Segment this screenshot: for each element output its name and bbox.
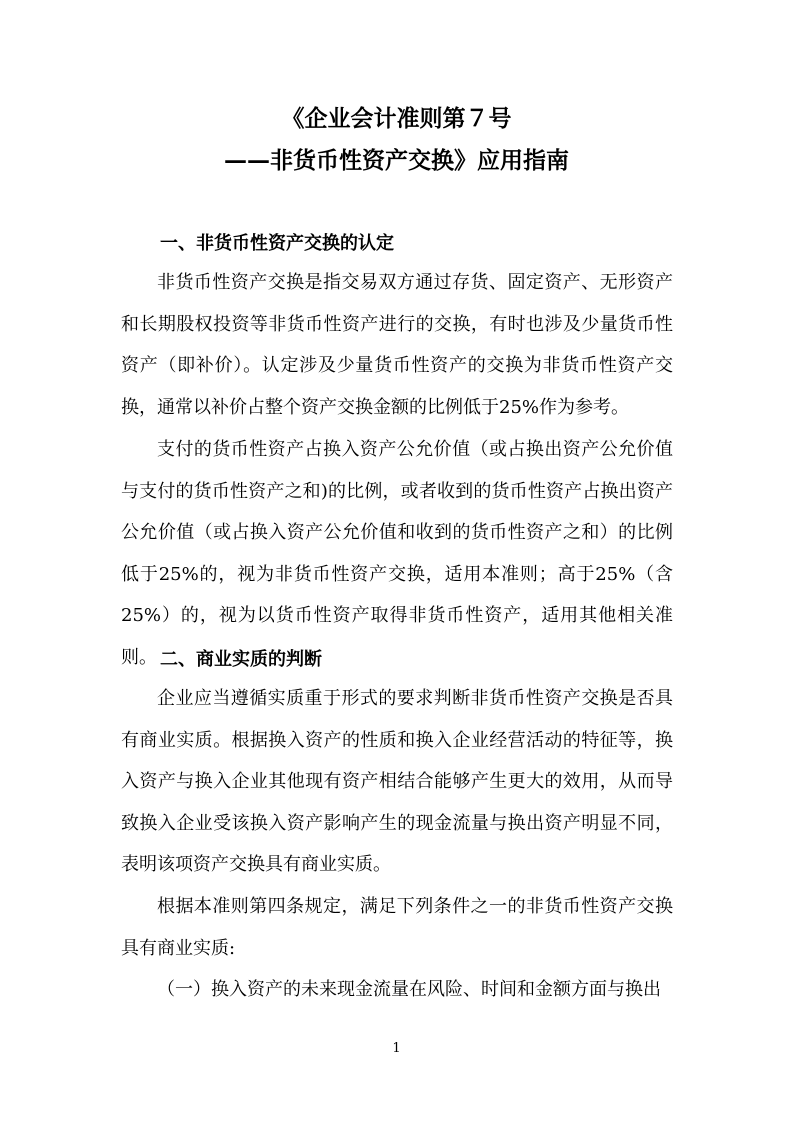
section-1-paragraph-2: 支付的货币性资产占换入资产公允价值（或占换出资产公允价值与支付的货币性资产之和)的比例，或者收到的货币性资产占换出资产公允价值（或占换入资产公允价值和收到的货币性资产之和）的比例低于25%的，视为非货币性资产交换，适用本准则；高于25%（含25%）的，视为以货币性资产取得非货币性资产，适用其他相关准则。 <box>121 439 673 668</box>
section-heading-1: 一、非货币性资产交换的认定 <box>160 233 394 254</box>
document-title-line-2: ——非货币性资产交换》应用指南 <box>224 147 569 174</box>
section-2-paragraph-3: （一）换入资产的未来现金流量在风险、时间和金额方面与换出 <box>157 979 661 1000</box>
section-2-paragraph-2: 根据本准则第四条规定，满足下列条件之一的非货币性资产交换具有商业实质: <box>121 896 673 959</box>
section-2-paragraph-1: 企业应当遵循实质重于形式的要求判断非货币性资产交换是否具有商业实质。根据换入资产的性质和换入企业经营活动的特征等，换入资产与换入企业其他现有资产相结合能够产生更大的效用，从而导致换入企业受该换入资产影响产生的现金流量与换出资产明显不同，表明该项资产交换具有商业实质。 <box>121 688 673 876</box>
section-heading-2: 二、商业实质的判断 <box>160 649 322 670</box>
page-number: 1 <box>392 1041 401 1056</box>
section-1-paragraph-1: 非货币性资产交换是指交易双方通过存货、固定资产、无形资产和长期股权投资等非货币性资产进行的交换，有时也涉及少量货币性资产（即补价）。认定涉及少量货币性资产的交换为非货币性资产交换，通常以补价占整个资产交换金额的比例低于25%作为参考。 <box>121 272 673 418</box>
document-title-line-1: 《企业会计准则第７号 <box>281 105 512 132</box>
